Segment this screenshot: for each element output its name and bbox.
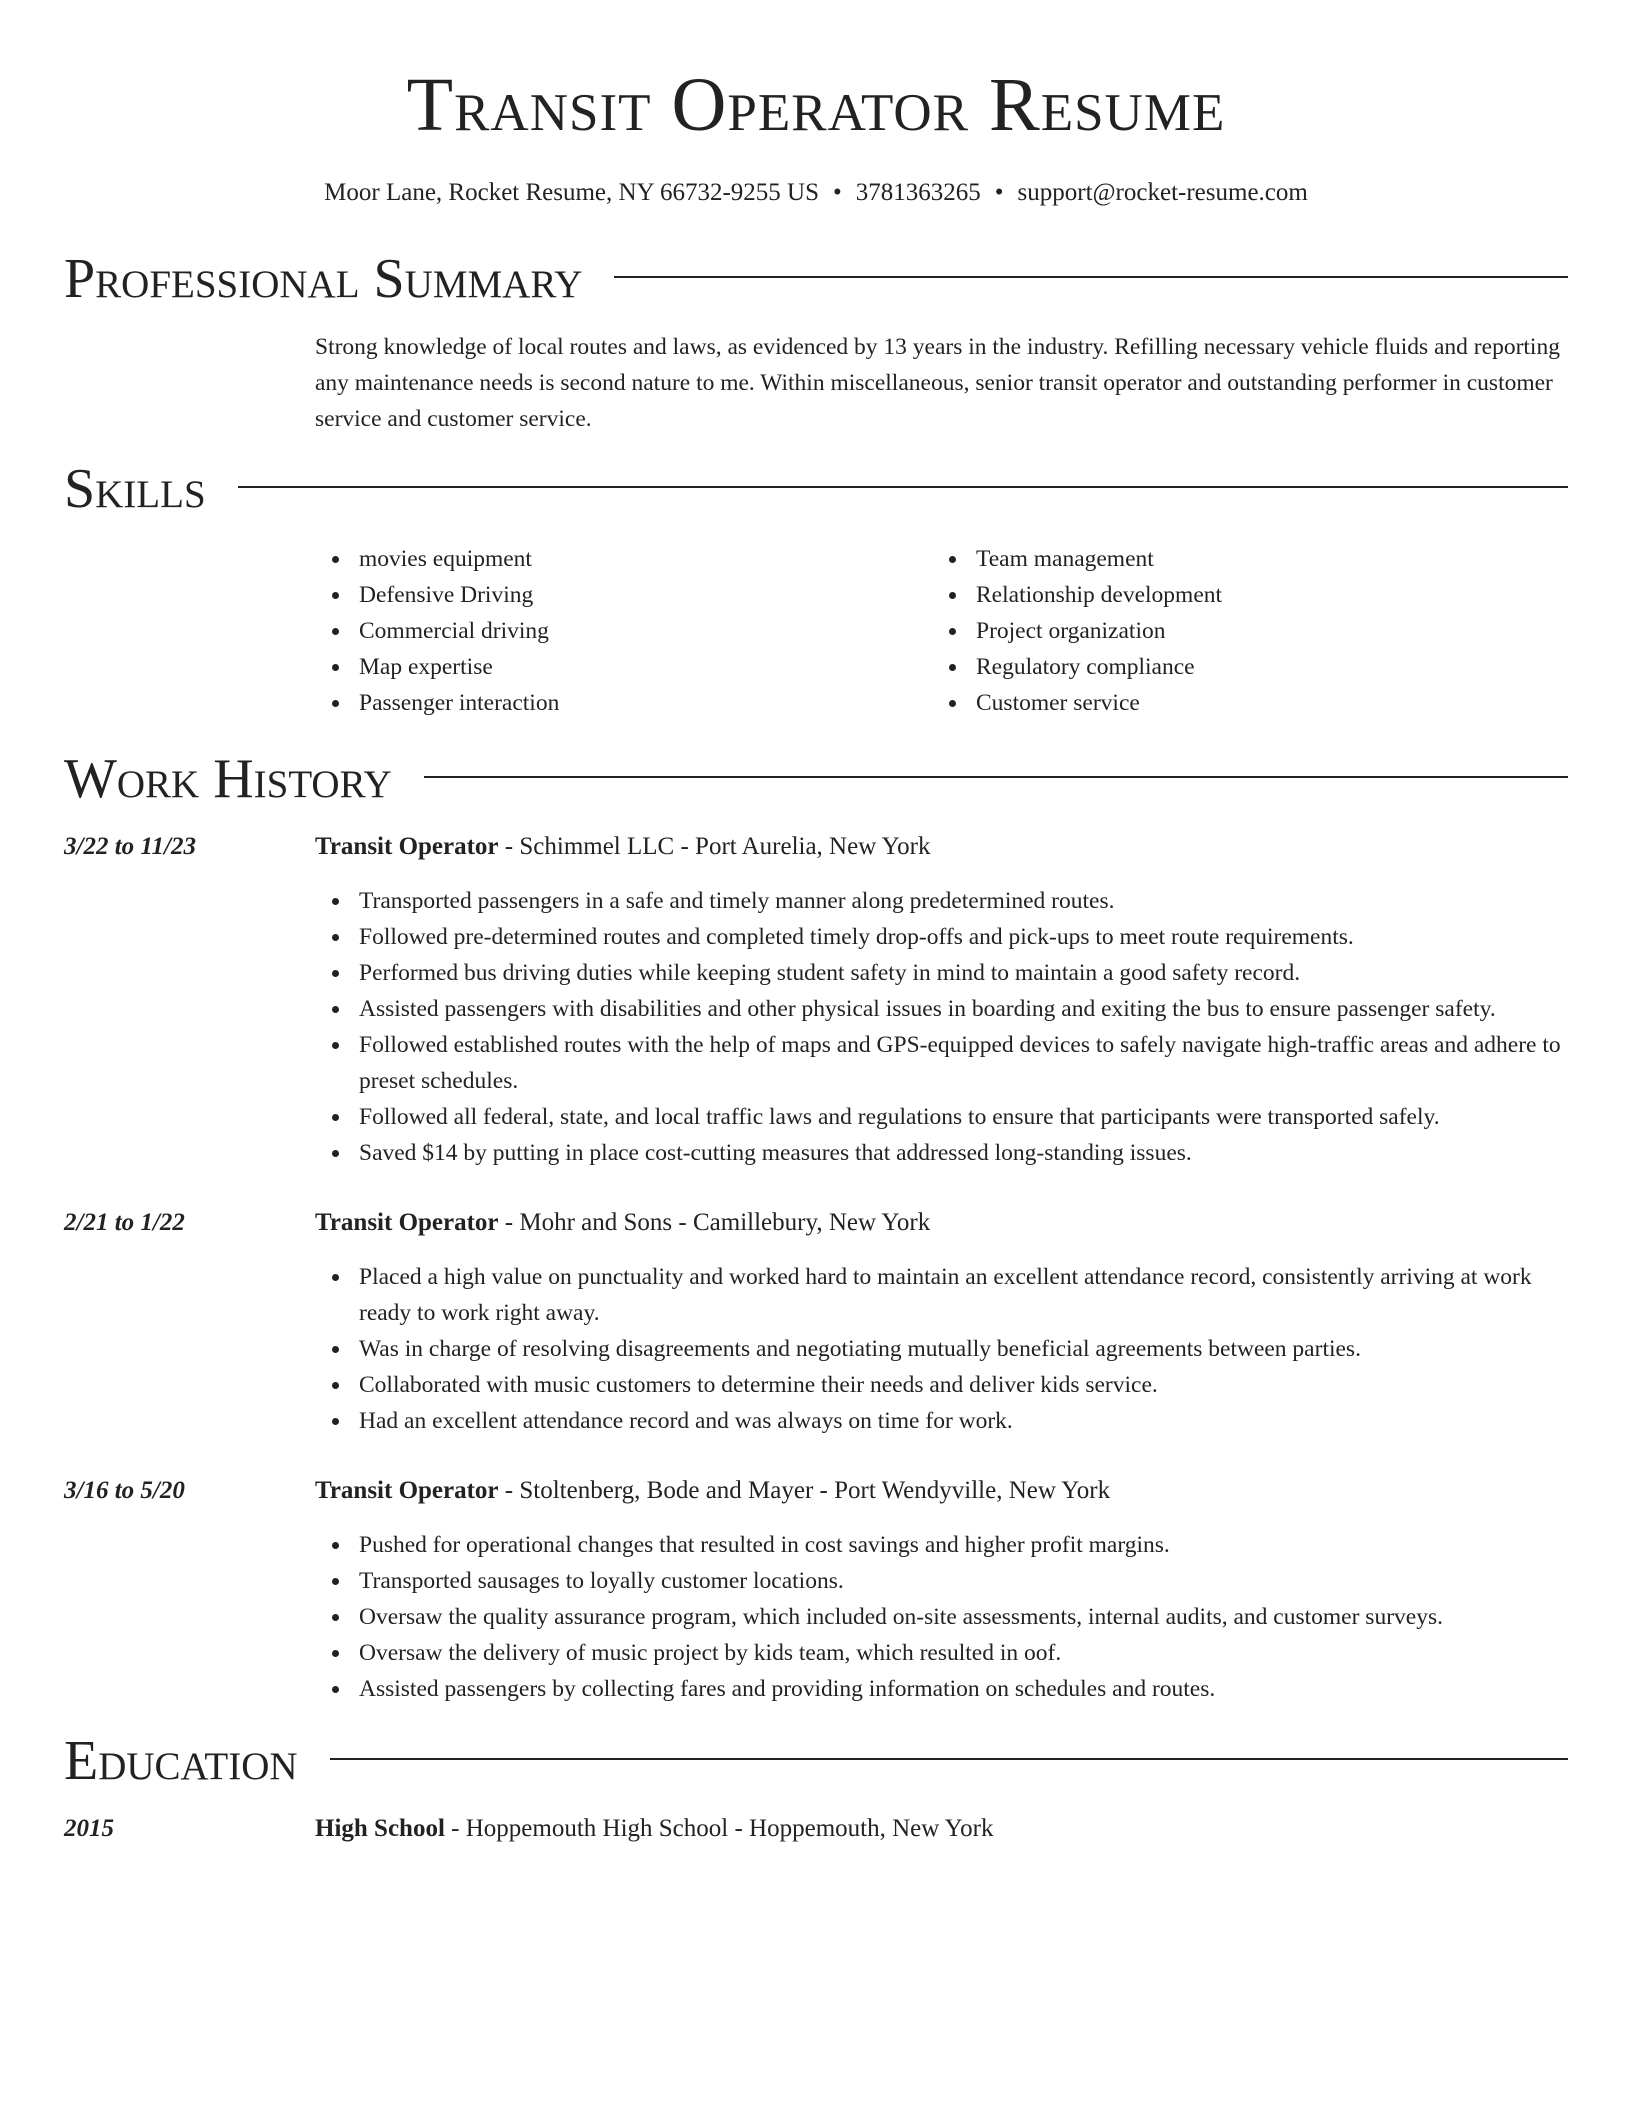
summary-text: Strong knowledge of local routes and laws, as evidenced by 13 years in the industry. Refilling necessary vehicle fluids and reporting any maintenance needs is second nature to me. Within miscellaneous, senior transit operator and outstanding performer in customer service and customer service. (315, 334, 1560, 432)
job-title-line (315, 829, 1568, 865)
job-bullet: Oversaw the quality assurance program, which included on-site assessments, internal audits, and customer surveys. (315, 1599, 1568, 1635)
education-details: - Hoppemouth High School - Hoppemouth, New York (444, 1815, 994, 1842)
job-dates: 3/16 to 5/20 (64, 1477, 185, 1504)
job-bullet: Collaborated with music customers to determine their needs and deliver kids service. (315, 1367, 1568, 1403)
separator: • (994, 179, 1004, 206)
section-divider (614, 276, 1568, 278)
job-body (315, 1473, 1568, 1707)
job-entry (64, 829, 1568, 1171)
job-bullets (315, 883, 1568, 1171)
education-year: 2015 (64, 1815, 114, 1842)
work-section-header (64, 747, 1568, 811)
summary-section-header (64, 247, 1568, 311)
section-divider (330, 1758, 1568, 1760)
job-bullet: Assisted passengers with disabilities and other physical issues in boarding and exiting the bus to ensure passenger safety. (315, 991, 1568, 1027)
job-bullet: Placed a high value on punctuality and worked hard to maintain an excellent attendance record, consistently arriving at work ready to work right away. (315, 1259, 1568, 1331)
education-entry (64, 1811, 1568, 1847)
job-body (315, 829, 1568, 1171)
skill-item: Passenger interaction (315, 685, 932, 721)
contact-line (64, 177, 1568, 209)
job-bullet: Transported passengers in a safe and timely manner along predetermined routes. (315, 883, 1568, 919)
job-bullet: Performed bus driving duties while keeping student safety in mind to maintain a good safety record. (315, 955, 1568, 991)
job-bullet: Followed established routes with the help of maps and GPS-equipped devices to safely navigate high-traffic areas and adhere to preset schedules. (315, 1027, 1568, 1099)
skill-item: Relationship development (932, 577, 1549, 613)
job-bullet: Pushed for operational changes that resulted in cost savings and higher profit margins. (315, 1527, 1568, 1563)
job-details: - Stoltenberg, Bode and Mayer - Port Wendyville, New York (498, 1477, 1111, 1504)
skill-item: Defensive Driving (315, 577, 932, 613)
education-section-header (64, 1729, 1568, 1793)
skills-column-left (315, 541, 932, 721)
job-bullet: Transported sausages to loyally customer locations. (315, 1563, 1568, 1599)
job-bullet: Assisted passengers by collecting fares and providing information on schedules and routes. (315, 1671, 1568, 1707)
skill-item: Map expertise (315, 649, 932, 685)
email: support@rocket-resume.com (1017, 179, 1308, 206)
skills-list (315, 541, 1568, 721)
job-title-line (315, 1205, 1568, 1241)
phone: 3781363265 (855, 179, 981, 206)
section-divider (424, 776, 1568, 778)
job-bullets (315, 1527, 1568, 1707)
section-title: Education (64, 1730, 298, 1792)
education-degree: High School (315, 1815, 445, 1842)
education-body (315, 1811, 1568, 1847)
job-bullet: Had an excellent attendance record and was always on time for work. (315, 1403, 1568, 1439)
address: Moor Lane, Rocket Resume, NY 66732-9255 US (324, 179, 819, 206)
job-bullet: Was in charge of resolving disagreements and negotiating mutually beneficial agreements between parties. (315, 1331, 1568, 1367)
job-details: - Mohr and Sons - Camillebury, New York (498, 1209, 931, 1236)
job-bullet: Oversaw the delivery of music project by kids team, which resulted in oof. (315, 1635, 1568, 1671)
separator: • (833, 179, 842, 206)
skill-item: Team management (932, 541, 1549, 577)
skill-item: Regulatory compliance (932, 649, 1549, 685)
section-divider (238, 486, 1568, 488)
skill-item: Commercial driving (315, 613, 932, 649)
job-entry (64, 1473, 1568, 1707)
skill-item: Project organization (932, 613, 1549, 649)
section-title: Work History (64, 748, 392, 810)
job-body (315, 1205, 1568, 1439)
job-bullets (315, 1259, 1568, 1439)
section-title: Skills (64, 458, 206, 520)
page-title: Transit Operator Resume (406, 63, 1226, 147)
skills-section-header (64, 457, 1568, 521)
job-details: - Schimmel LLC - Port Aurelia, New York (498, 833, 931, 860)
skills-column-right (932, 541, 1549, 721)
job-bullet: Followed pre-determined routes and completed timely drop-offs and pick-ups to meet route requirements. (315, 919, 1568, 955)
job-role: Transit Operator (315, 1209, 499, 1236)
job-entry (64, 1205, 1568, 1439)
job-bullet: Followed all federal, state, and local traffic laws and regulations to ensure that participants were transported safely. (315, 1099, 1568, 1135)
section-title: Professional Summary (64, 248, 583, 310)
education-title-line (315, 1811, 1568, 1847)
job-title-line (315, 1473, 1568, 1509)
job-bullet: Saved $14 by putting in place cost-cutting measures that addressed long-standing issues. (315, 1135, 1568, 1171)
job-role: Transit Operator (315, 833, 499, 860)
skill-item: movies equipment (315, 541, 932, 577)
job-role: Transit Operator (315, 1477, 499, 1504)
job-dates: 2/21 to 1/22 (64, 1209, 185, 1236)
job-dates: 3/22 to 11/23 (64, 833, 196, 860)
skill-item: Customer service (932, 685, 1549, 721)
